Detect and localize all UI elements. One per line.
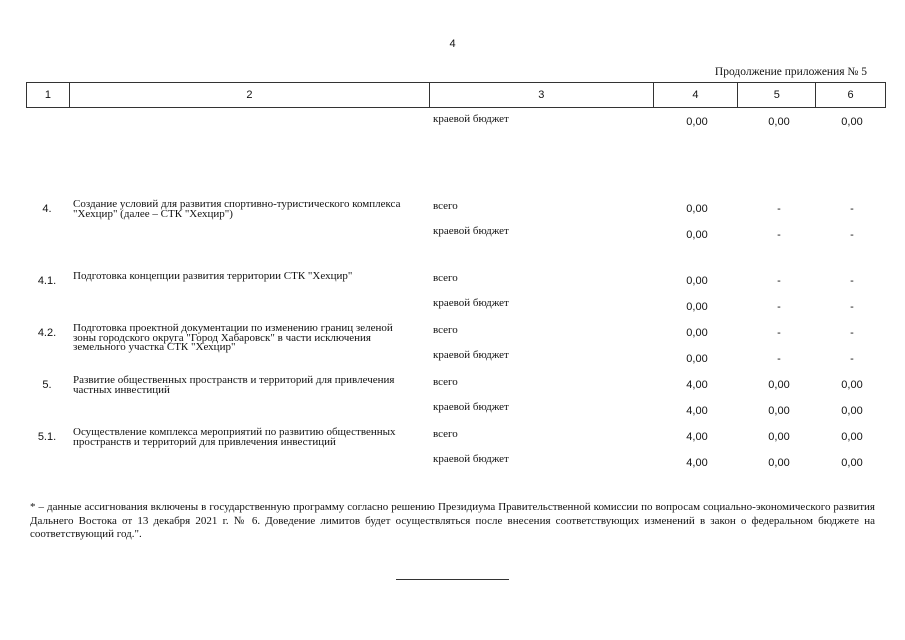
row-value-col-4: 4,00 <box>686 379 708 391</box>
row-value-col-6: 0,00 <box>841 457 863 469</box>
row-value-col-4: 0,00 <box>686 353 708 365</box>
row-number: 4.1. <box>37 275 57 287</box>
row-value-col-6: - <box>850 229 854 241</box>
row-name: Подготовка концепции развития территории СТК "Хехцир" <box>73 270 353 282</box>
row-number: 4. <box>42 203 52 215</box>
row-name: Развитие общественных пространств и территорий для привлечения частных инвестиций <box>73 374 395 396</box>
row-value-col-5: - <box>777 275 781 287</box>
row-value-col-4: 4,00 <box>686 431 708 443</box>
row-source: краевой бюджет <box>433 225 509 237</box>
row-value-col-4: 0,00 <box>686 116 708 128</box>
header-col-2: 2 <box>70 83 430 107</box>
header-col-3: 3 <box>430 83 653 107</box>
row-number: 4.2. <box>37 327 57 339</box>
row-value-col-5: - <box>777 301 781 313</box>
header-col-1: 1 <box>27 83 70 107</box>
row-value-col-6: - <box>850 301 854 313</box>
row-value-col-5: - <box>777 327 781 339</box>
header-col-5: 5 <box>738 83 816 107</box>
row-number: 5. <box>42 379 52 391</box>
row-source: краевой бюджет <box>433 113 509 125</box>
row-name: Подготовка проектной документации по изменению границ зеленой зоны городского округа "Город Хабаровск" в части исключения земельного участка СТК "Хехцир" <box>73 322 393 353</box>
row-source: краевой бюджет <box>433 297 509 309</box>
row-number: 5.1. <box>37 431 57 443</box>
row-source: всего <box>433 428 458 440</box>
row-value-col-5: - <box>777 203 781 215</box>
row-source: всего <box>433 200 458 212</box>
footnote: * – данные ассигнования включены в государственную программу согласно решению Президиума Правительственной комиссии по вопросам социально-экономического развития Дальнего Востока от 13 декабря 2021 г. № 6. Доведение лимитов будет осуществляться после внесения соответствующих изменений в закон о федеральном бюджете на соответствующий год.". <box>30 501 875 540</box>
row-name: Создание условий для развития спортивно-туристического комплекса "Хехцир" (далее – СТК "Хехцир") <box>73 198 401 220</box>
row-value-col-4: 0,00 <box>686 203 708 215</box>
row-source: всего <box>433 324 458 336</box>
row-value-col-5: 0,00 <box>768 431 790 443</box>
row-value-col-4: 0,00 <box>686 327 708 339</box>
row-value-col-5: - <box>777 229 781 241</box>
row-value-col-6: 0,00 <box>841 116 863 128</box>
row-value-col-5: 0,00 <box>768 379 790 391</box>
row-value-col-6: 0,00 <box>841 379 863 391</box>
row-value-col-6: 0,00 <box>841 431 863 443</box>
row-value-col-4: 0,00 <box>686 301 708 313</box>
row-value-col-6: - <box>850 327 854 339</box>
row-value-col-4: 4,00 <box>686 405 708 417</box>
row-value-col-6: - <box>850 353 854 365</box>
row-source: краевой бюджет <box>433 453 509 465</box>
signature-line <box>396 579 509 580</box>
row-source: краевой бюджет <box>433 401 509 413</box>
page-number: 4 <box>449 38 456 50</box>
row-value-col-6: 0,00 <box>841 405 863 417</box>
appendix-continuation-label: Продолжение приложения № 5 <box>714 66 867 78</box>
row-value-col-4: 0,00 <box>686 275 708 287</box>
row-value-col-4: 0,00 <box>686 229 708 241</box>
row-value-col-6: - <box>850 275 854 287</box>
table-header-row <box>26 82 886 108</box>
row-value-col-4: 4,00 <box>686 457 708 469</box>
row-name: Осуществление комплекса мероприятий по развитию общественных пространств и территорий для привлечения инвестиций <box>73 426 396 448</box>
row-value-col-6: - <box>850 203 854 215</box>
row-value-col-5: - <box>777 353 781 365</box>
row-value-col-5: 0,00 <box>768 116 790 128</box>
row-source: всего <box>433 272 458 284</box>
header-col-4: 4 <box>654 83 739 107</box>
row-value-col-5: 0,00 <box>768 405 790 417</box>
header-col-6: 6 <box>847 89 854 101</box>
row-source: краевой бюджет <box>433 349 509 361</box>
row-source: всего <box>433 376 458 388</box>
row-value-col-5: 0,00 <box>768 457 790 469</box>
